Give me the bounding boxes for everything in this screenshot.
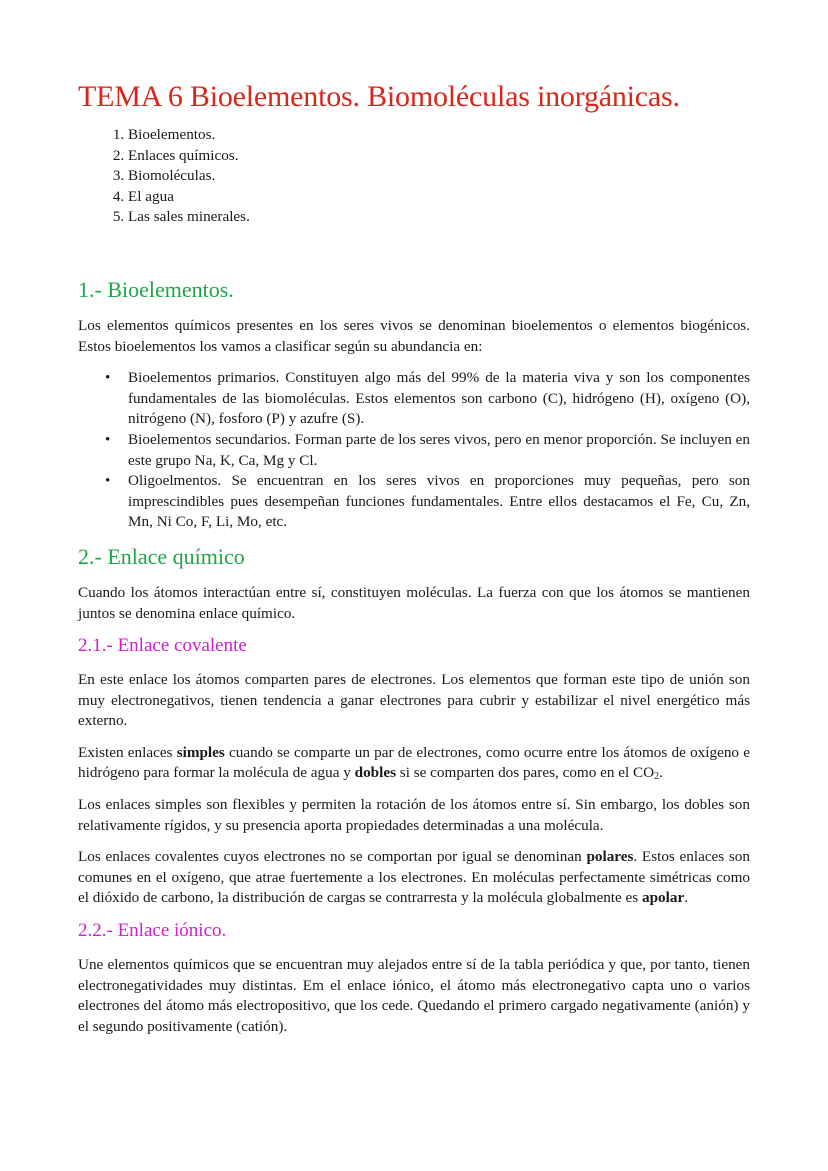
list-item xyxy=(105,430,750,471)
paragraph xyxy=(78,743,750,784)
table-of-contents xyxy=(78,125,750,228)
toc-item: 1. Bioelementos. xyxy=(128,125,750,146)
bullet-icon: • xyxy=(105,430,111,448)
toc-item: 2. Enlaces químicos. xyxy=(128,146,750,167)
paragraph: En este enlace los átomos comparten pares de electrones. Los elementos que forman este tipo de unión son muy electronegativos, tienen tendencia a ganar electrones para cubrir y estabilizar el nivel energético más externo. xyxy=(78,671,750,730)
toc-item: 4. El agua xyxy=(128,187,750,208)
bold-term: polares xyxy=(586,848,634,866)
subscript: 2 xyxy=(654,771,660,783)
bioelement-list xyxy=(78,368,750,533)
subsection-heading-ionico: 2.2.- Enlace iónico. xyxy=(78,920,227,942)
bullet-icon: • xyxy=(105,369,111,387)
section-heading-enlace-quimico: 2.- Enlace químico xyxy=(78,543,245,569)
bold-term: apolar xyxy=(642,889,685,907)
text-run: cuando se comparte un par de electrones, como ocurre entre los átomos de oxígeno e hidrógeno para formar la molécula de agua y xyxy=(78,743,750,782)
bullet-icon: • xyxy=(105,472,111,490)
text-run: si se comparten dos pares, como en el CO xyxy=(396,764,655,782)
list-item-text: Bioelementos primarios. Constituyen algo más del 99% de la materia viva y son los componentes fundamentales de las biomoléculas. Estos elementos son carbono (C), hidrógeno (H), oxígeno (O), nitrógeno (N), fosforo (P) y azufre (S). xyxy=(128,369,750,428)
text-run: . xyxy=(659,764,663,782)
paragraph: Los elementos químicos presentes en los seres vivos se denominan bioelementos o elementos biogénicos. Estos bioelementos los vamos a clasificar según su abundancia en: xyxy=(78,316,750,355)
document-title: TEMA 6 Bioelementos. Biomoléculas inorgánicas. xyxy=(78,80,680,113)
document-page xyxy=(78,78,750,1037)
list-item-text: Oligoelmentos. Se encuentran en los seres vivos en proporciones muy pequeñas, pero son imprescindibles pues desempeñan funciones fundamentales. Entre ellos destacamos el Fe, Cu, Zn, Mn, Ni Co, F, Li, Mo, etc. xyxy=(128,472,750,531)
toc-item: 3. Biomoléculas. xyxy=(128,166,750,187)
list-item-text: Bioelementos secundarios. Forman parte de los seres vivos, pero en menor proporción. Se incluyen en este grupo Na, K, Ca, Mg y Cl. xyxy=(128,430,750,469)
text-run: Los enlaces covalentes cuyos electrones no se comportan por igual se denominan xyxy=(78,848,587,866)
text-run: Existen enlaces xyxy=(78,743,177,761)
subsection-heading-covalente: 2.1.- Enlace covalente xyxy=(78,635,247,657)
list-item xyxy=(105,471,750,533)
toc-item: 5. Las sales minerales. xyxy=(128,207,750,228)
list-item xyxy=(105,368,750,430)
paragraph: Une elementos químicos que se encuentran muy alejados entre sí de la tabla periódica y que, por tanto, tienen electronegatividades muy distintas. Em el enlace iónico, el átomo más electronegativo capta uno o varios electrones del átomo más electropositivo, que los cede. Quedando el primero cargado negativamente (anión) y el segundo positivamente (catión). xyxy=(78,956,750,1035)
paragraph xyxy=(78,847,750,909)
section-heading-bioelementos: 1.- Bioelementos. xyxy=(78,276,234,302)
bold-term: simples xyxy=(176,743,225,761)
bold-term: dobles xyxy=(354,764,396,782)
paragraph: Los enlaces simples son flexibles y permiten la rotación de los átomos entre sí. Sin embargo, los dobles son relativamente rígidos, y su presencia aporta propiedades determinadas a una molécula. xyxy=(78,796,750,834)
text-run: . Estos enlaces son comunes en el oxígeno, que atrae fuertemente a los electrones. En moléculas perfectamente simétricas como el dióxido de carbono, la distribución de cargas se contrarresta y la molécula globalmente es xyxy=(78,848,750,907)
paragraph: Cuando los átomos interactúan entre sí, constituyen moléculas. La fuerza con que los átomos se mantienen juntos se denomina enlace químico. xyxy=(78,583,750,622)
text-run: . xyxy=(684,889,688,907)
